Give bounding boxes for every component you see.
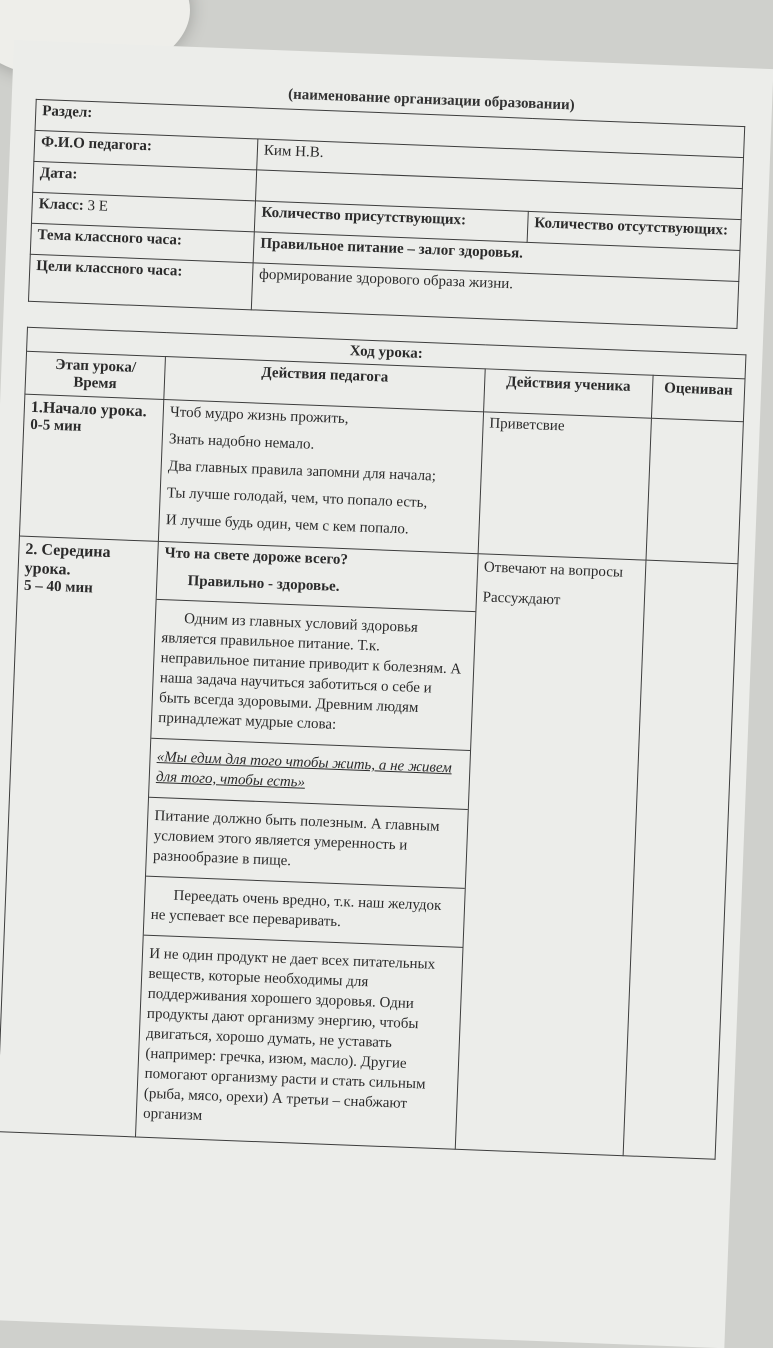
stage2-cell — [0, 536, 159, 1137]
stage2-time: 5 – 40 мин — [23, 577, 94, 597]
stage2-student-answers: Отвечают на вопросы — [483, 559, 624, 581]
quote-text: «Мы едим для того чтобы жить, а не живем для того, чтобы есть» — [155, 749, 453, 791]
goals-value: формирование здорового образа жизни. — [251, 263, 738, 329]
header-table — [28, 99, 745, 329]
stage2-student-cell — [455, 554, 646, 1156]
teacher-value: Ким Н.В. — [257, 139, 744, 189]
date-label: Дата: — [33, 161, 257, 201]
paragraph-overeating: Переедать очень вредно, т.к. наш желудок не успевает все переваривать. — [150, 887, 442, 931]
stage1-row — [19, 394, 743, 563]
poem-line: И лучше будь один, чем с кем попало. — [165, 512, 409, 538]
paragraph-nutrition: Одним из главных условий здоровья является правильное питание. Т.к. неправильное питание приводит к болезням. А наша задача научиться заботиться о себе и быть всегда здоровыми. Древним людям принадлежат мудрые слова: — [158, 610, 462, 733]
lesson-table — [0, 327, 746, 1160]
poem-line: Знать надобно немало. — [168, 431, 315, 453]
poem-line: Чтоб мудро жизнь прожить, — [169, 404, 349, 428]
stage1-name: 1.Начало урока. — [30, 398, 147, 421]
lesson-title: Ход урока: — [27, 327, 746, 379]
class-label: Класс: — [38, 196, 85, 214]
stage2-row — [0, 536, 738, 1159]
section-label: Раздел: — [35, 99, 745, 157]
stage1-time: 0-5 мин — [29, 416, 82, 435]
paragraph-products: И не один продукт не дает всех питательных веществ, которые необходимы для поддерживания хорошего здоровья. Одни продукты дают организму энергию, чтобы двигаться, хорошо думать, не уставать (например: гречка, изюм, масло). Другие помогают организму расти и стать сильным (рыба, мясо, орехи) А третьи – снабжают организм — [142, 945, 436, 1125]
topic-label: Тема классного часа: — [30, 223, 254, 263]
stage1-student-cell — [478, 412, 651, 560]
stage2-name: 2. Середина урока. — [24, 540, 111, 579]
teacher-label: Ф.И.О педагога: — [34, 130, 258, 170]
stage1-student-action: Приветсвие — [489, 415, 565, 435]
stage2-answer: Правильно - здоровье. — [187, 573, 340, 595]
column-header-student: Действия ученика — [483, 369, 652, 418]
stage1-teacher-cell — [159, 400, 484, 554]
present-label: Количество присутствующих: — [254, 201, 528, 242]
column-header-evaluation: Оцениван — [651, 375, 745, 422]
stage1-eval-cell — [646, 418, 744, 563]
column-header-stage: Этап урока/ Время — [25, 351, 166, 399]
column-header-teacher: Действия педагога — [164, 357, 485, 412]
stage2-question: Что на свете дороже всего? — [164, 545, 349, 569]
stage2-teacher-cell — [136, 541, 478, 1149]
goals-label: Цели классного часа: — [28, 254, 253, 310]
document-sheet — [0, 40, 773, 1348]
topic-value: Правильное питание – залог здоровья. — [253, 232, 740, 282]
stage1-cell — [19, 394, 164, 541]
poem-line: Два главных правила запомни для начала; — [167, 458, 437, 485]
class-value: 3 Е — [87, 197, 109, 215]
org-caption: (наименование организации образовании) — [287, 86, 576, 114]
stage2-student-reason: Рассуждают — [482, 589, 561, 609]
poem-line: Ты лучше голодай, чем, что попало есть, — [166, 485, 428, 512]
paragraph-useful-food: Питание должно быть полезным. А главным условием этого является умеренность и разнообразие в пище. — [152, 807, 440, 870]
absent-label: Количество отсутствующих: — [527, 211, 741, 250]
